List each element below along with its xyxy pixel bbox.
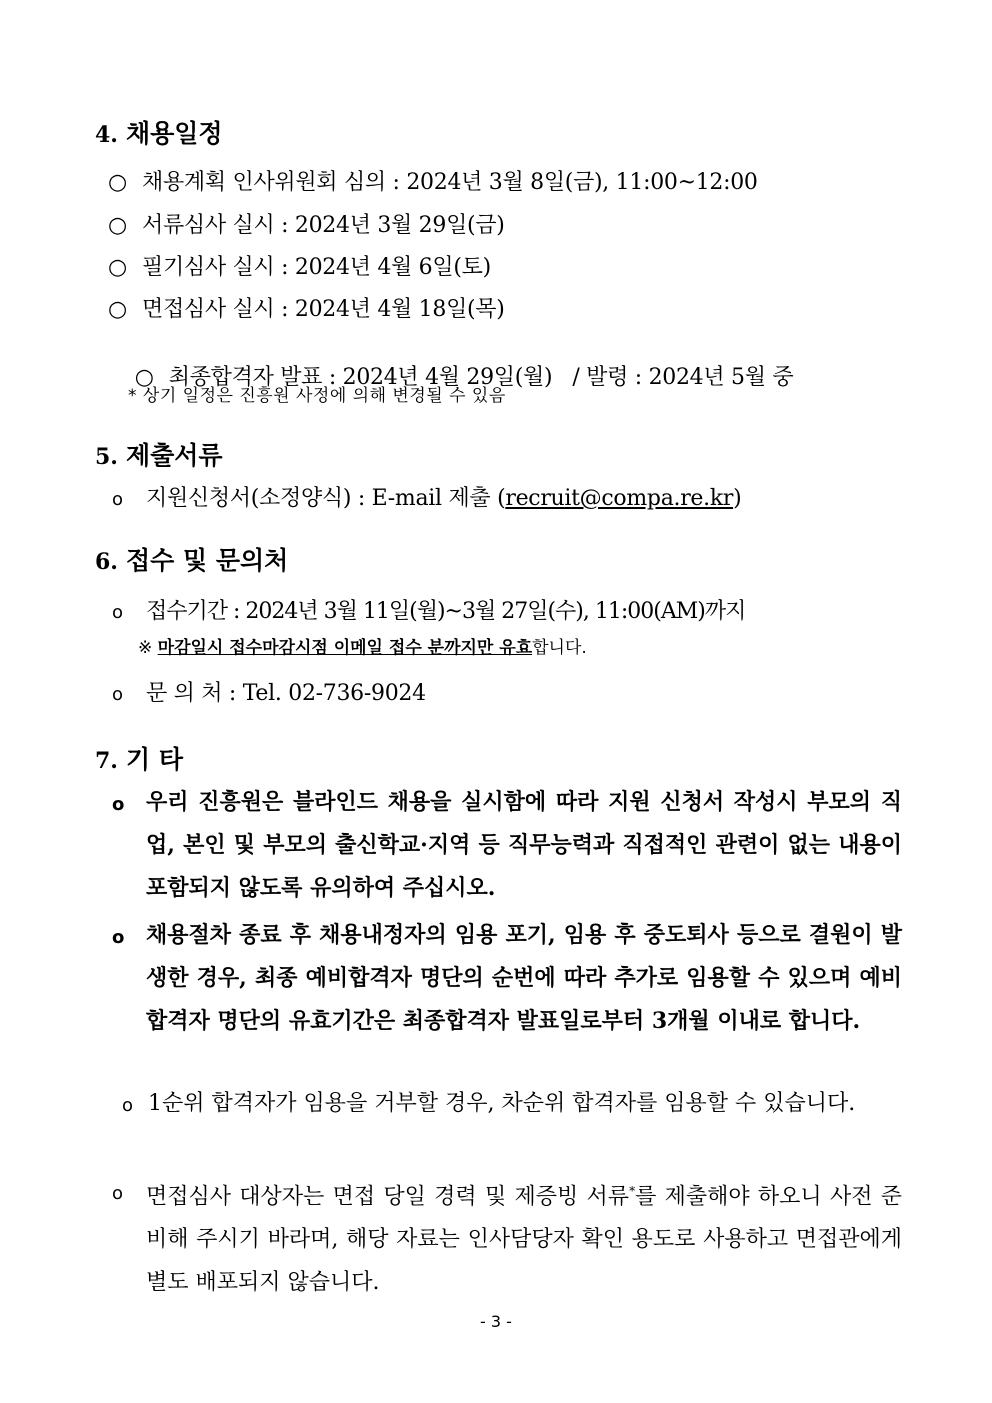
- etc-paragraph-4-before: 면접심사 대상자는 면접 당일 경력 및 제증빙 서류: [146, 1184, 630, 1210]
- section-4-heading: [95, 114, 223, 150]
- documents-item-prefix: 지원신청서(소정양식) : E-mail 제출 (: [146, 486, 506, 511]
- circle-bullet-icon: o: [112, 927, 125, 948]
- etc-paragraph-4-after: 를 제출해야 하오니 사전 준비해 주시기 바라며, 해당 자료는 인사담당자 확인 용도로 사용하고 면접관에게 별도 배포되지 않습니다.: [146, 1184, 902, 1296]
- etc-paragraph-4: [112, 1170, 902, 1304]
- circle-bullet-icon: o: [112, 1183, 124, 1204]
- schedule-item-1: [108, 165, 758, 196]
- section-6-heading: [95, 541, 288, 577]
- circle-bullet-icon: ○: [108, 213, 127, 238]
- schedule-item-2-text: 서류심사 실시 : 2024년 3월 29일(금): [142, 213, 505, 238]
- documents-item: [112, 481, 741, 512]
- deadline-note: [138, 633, 587, 658]
- section-4-number: 4.: [95, 122, 118, 148]
- etc-paragraph-2-text: 채용절차 종료 후 채용내정자의 임용 포기, 임용 후 중도퇴사 등으로 결원이 발생한 경우, 최종 예비합격자 명단의 순번에 따라 추가로 임용할 수 있으며 예비합격자 명단의 유효기간은 최종합격자 발표일로부터 3개월 이내로 합니다.: [146, 922, 902, 1034]
- recruit-email-link[interactable]: recruit@compa.re.kr: [505, 486, 734, 511]
- section-5-number: 5.: [95, 444, 118, 470]
- reference-mark-icon: ※: [138, 638, 153, 658]
- circle-bullet-icon: ○: [108, 297, 127, 322]
- footnote-mark: *: [629, 1184, 636, 1198]
- schedule-item-2: [108, 208, 505, 239]
- etc-paragraph-1: [112, 781, 902, 910]
- section-6-title: 접수 및 문의처: [125, 546, 289, 575]
- schedule-item-3-text: 필기심사 실시 : 2024년 4월 6일(토): [142, 255, 491, 280]
- documents-item-suffix: ): [733, 486, 742, 511]
- section-5-heading: [95, 436, 223, 472]
- section-7-number: 7.: [95, 748, 118, 774]
- schedule-note: * 상기 일정은 진흥원 사정에 의해 변경될 수 있음: [128, 386, 506, 406]
- schedule-item-3: [108, 250, 491, 281]
- circle-bullet-icon: o: [112, 684, 123, 705]
- page-number: - 3 -: [480, 1312, 512, 1331]
- circle-bullet-icon: o: [122, 1095, 134, 1116]
- circle-bullet-icon: o: [112, 794, 125, 815]
- application-period: [112, 594, 745, 625]
- section-5-title: 제출서류: [125, 441, 223, 470]
- etc-paragraph-3: [122, 1082, 902, 1125]
- application-period-text: 접수기간 : 2024년 3월 11일(월)~3월 27일(수), 11:00(AM)까지: [146, 599, 746, 624]
- etc-paragraph-1-text: 우리 진흥원은 블라인드 채용을 실시함에 따라 지원 신청서 작성시 부모의 직업, 본인 및 부모의 출신학교·지역 등 직무능력과 직접적인 관련이 없는 내용이 포함되지 않도록 유의하여 주십시오.: [146, 789, 902, 901]
- section-4-title: 채용일정: [125, 119, 223, 148]
- etc-paragraph-4-text: [146, 1170, 902, 1304]
- circle-bullet-icon: o: [112, 602, 123, 623]
- section-7-title: 기 타: [125, 745, 183, 774]
- circle-bullet-icon: ○: [108, 170, 127, 195]
- circle-bullet-icon: o: [112, 489, 123, 510]
- contact-item: [112, 676, 426, 707]
- schedule-item-5-text: 최종합격자 발표 : 2024년 4월 29일(월) / 발령 : 2024년 5월 중: [168, 365, 794, 390]
- deadline-note-underlined: 마감일시 접수마감시점 이메일 접수 분까지만 유효: [157, 638, 533, 658]
- contact-text: 문 의 처 : Tel. 02-736-9024: [146, 681, 426, 706]
- circle-bullet-icon: ○: [134, 365, 154, 390]
- schedule-item-4: [108, 292, 505, 323]
- section-7-heading: [95, 740, 183, 776]
- deadline-note-rest: 합니다.: [532, 638, 587, 658]
- section-6-number: 6.: [95, 549, 118, 575]
- etc-paragraph-3-text: 1순위 합격자가 임용을 거부할 경우, 차순위 합격자를 임용할 수 있습니다.: [148, 1091, 856, 1116]
- circle-bullet-icon: ○: [108, 255, 127, 280]
- schedule-item-1-text: 채용계획 인사위원회 심의 : 2024년 3월 8일(금), 11:00~12:00: [142, 170, 758, 195]
- etc-paragraph-2: [112, 914, 902, 1043]
- schedule-item-4-text: 면접심사 실시 : 2024년 4월 18일(목): [142, 297, 505, 322]
